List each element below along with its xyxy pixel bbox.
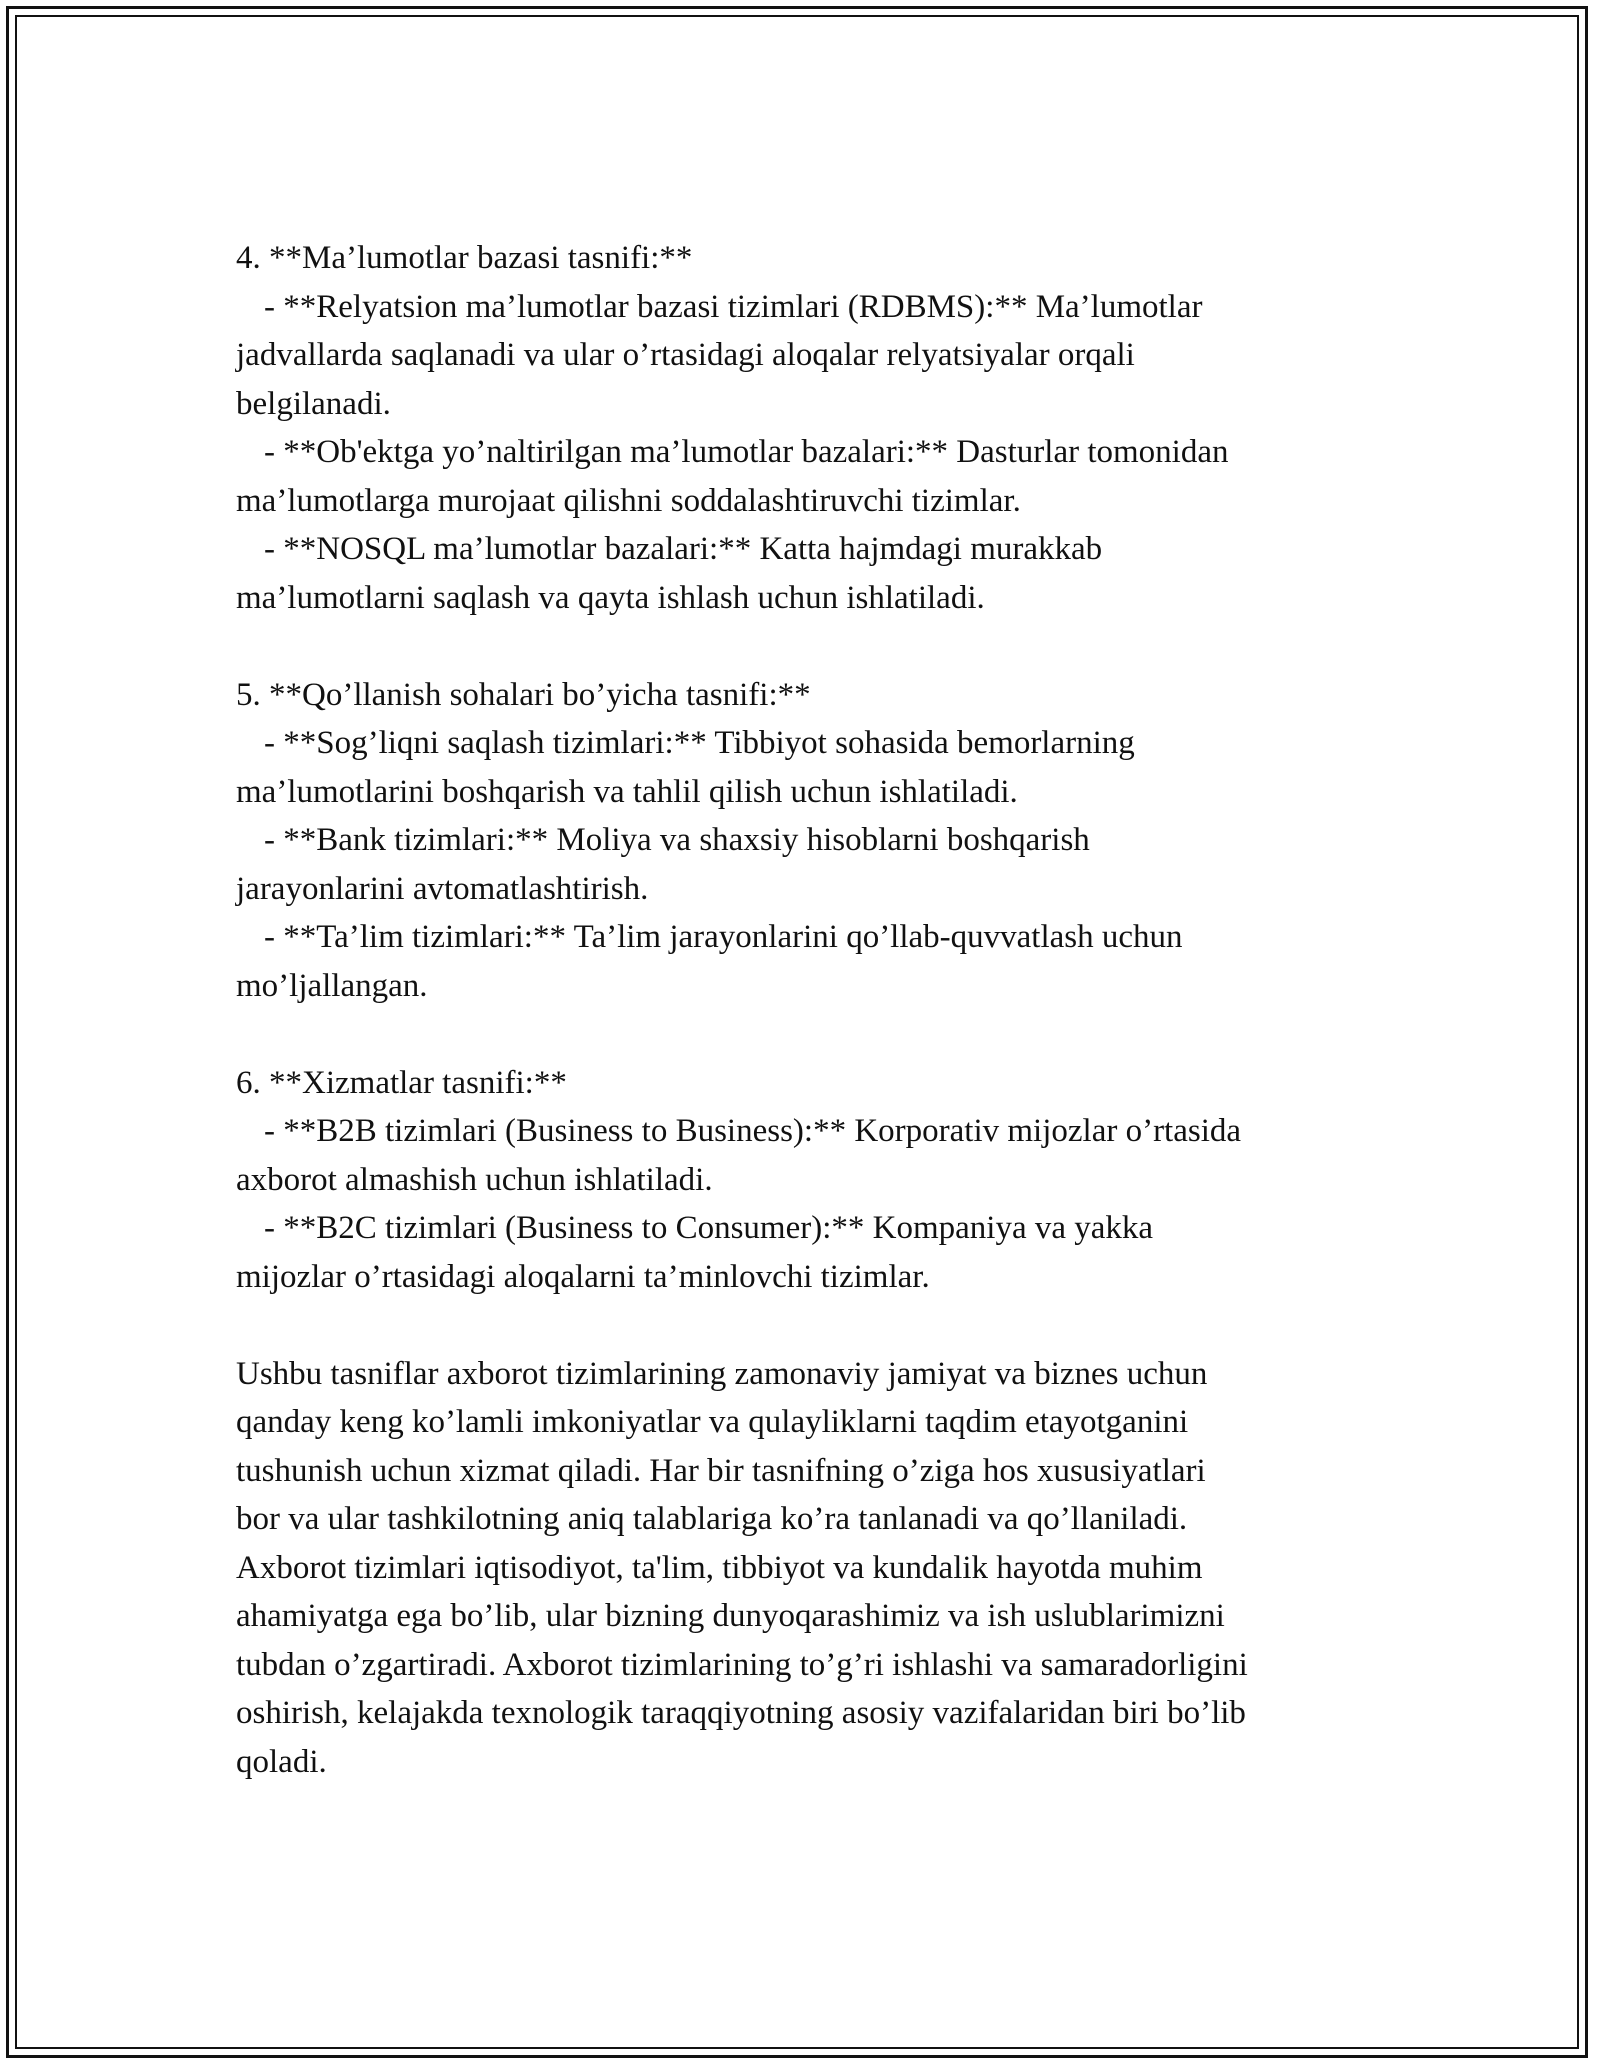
list-item [236,525,1386,622]
paragraph-line: qanday keng ko’lamli imkoniyatlar va qulayliklarni taqdim etayotganini [236,1404,1189,1440]
paragraph-gap [236,622,1386,671]
section-heading: 6. **Xizmatlar tasnifi:** [236,1064,567,1101]
list-item-line: mo’ljallangan. [236,967,428,1004]
document-body [236,234,1386,1786]
list-item-line: - **Relyatsion ma’lumotlar bazasi tizimlari (RDBMS):** Ma’lumotlar [264,288,1203,325]
list-item-line: axborot almashish uchun ishlatiladi. [236,1161,713,1198]
paragraph-line: ahamiyatga ega bo’lib, ular bizning dunyoqarashimiz va ish uslublarimizni [236,1598,1225,1634]
paragraph-gap [236,1010,1386,1059]
list-item-line: - **Sog’liqni saqlash tizimlari:** Tibbiyot sohasida bemorlarning [264,725,1135,761]
paragraph-line: bor va ular tashkilotning aniq talablariga ko’ra tanlanadi va qo’llaniladi. [236,1501,1188,1537]
list-item-line: - **Ob'ektga yo’naltirilgan ma’lumotlar bazalari:** Dasturlar tomonidan [264,434,1229,470]
list-item-line: mijozlar o’rtasidagi aloqalarni ta’minlovchi tizimlar. [236,1258,930,1295]
paragraph-line: Axborot tizimlari iqtisodiyot, ta'lim, tibbiyot va kundalik hayotda muhim [236,1549,1203,1586]
paragraph-line: qoladi. [236,1743,327,1780]
list-item [236,816,1386,913]
list-item [236,719,1386,816]
list-item-line: - **Ta’lim tizimlari:** Ta’lim jarayonlarini qo’llab-quvvatlash uchun [264,919,1183,955]
section-4 [236,234,1386,622]
list-item-line: jadvallarda saqlanadi va ular o’rtasidagi aloqalar relyatsiyalar orqali [236,337,1135,373]
list-item-line: belgilanadi. [236,385,391,422]
list-item [236,428,1386,525]
list-item-line: ma’lumotlarni saqlash va qayta ishlash uchun ishlatiladi. [236,579,985,616]
section-heading: 5. **Qo’llanish sohalari bo’yicha tasnifi:** [236,676,811,713]
list-item-line: - **B2C tizimlari (Business to Consumer):** Kompaniya va yakka [264,1210,1154,1246]
list-item [236,1107,1386,1204]
list-item-line: - **B2B tizimlari (Business to Business):** Korporativ mijozlar o’rtasida [264,1113,1242,1149]
paragraph-gap [236,1301,1386,1350]
list-item [236,1204,1386,1301]
list-item-line: ma’lumotlarini boshqarish va tahlil qilish uchun ishlatiladi. [236,773,1018,810]
section-heading: 4. **Ma’lumotlar bazasi tasnifi:** [236,240,693,276]
paragraph-line: tubdan o’zgartiradi. Axborot tizimlarining to’g’ri ishlashi va samaradorligini [236,1646,1248,1683]
list-item [236,283,1386,429]
list-item-line: - **NOSQL ma’lumotlar bazalari:** Katta hajmdagi murakkab [264,531,1103,567]
list-item-line: - **Bank tizimlari:** Moliya va shaxsiy hisoblarni boshqarish [264,822,1090,858]
conclusion-paragraph [236,1350,1386,1787]
list-item-line: jarayonlarini avtomatlashtirish. [236,870,649,907]
list-item-line: ma’lumotlarga murojaat qilishni soddalashtiruvchi tizimlar. [236,482,1021,519]
section-6 [236,1059,1386,1302]
paragraph-line: Ushbu tasniflar axborot tizimlarining zamonaviy jamiyat va biznes uchun [236,1355,1208,1392]
paragraph-line: tushunish uchun xizmat qiladi. Har bir tasnifning o’ziga hos xususiyatlari [236,1452,1206,1489]
list-item [236,913,1386,1010]
section-5 [236,671,1386,1011]
paragraph-line: oshirish, kelajakda texnologik taraqqiyotning asosiy vazifalaridan biri bo’lib [236,1695,1246,1731]
